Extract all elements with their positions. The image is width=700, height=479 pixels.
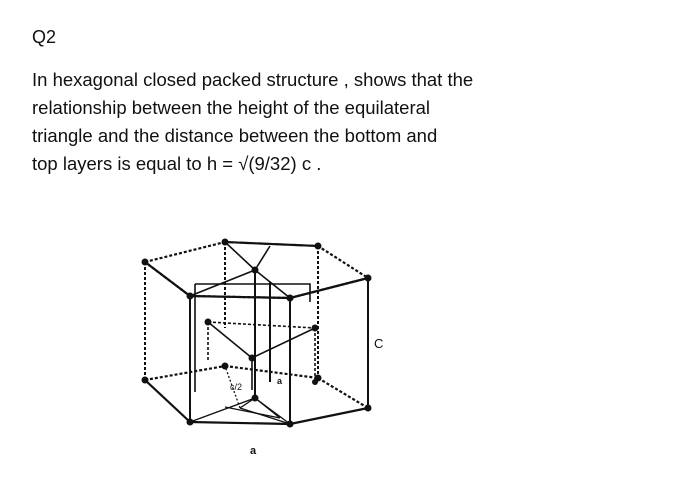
- question-number: Q2: [32, 27, 57, 47]
- hcp-unit-cell-figure: [130, 232, 400, 464]
- top-triangle: [190, 242, 290, 298]
- question-line-2: relationship between the height of the equilateral: [32, 97, 431, 118]
- question-line-3: triangle and the distance between the bottom and: [32, 125, 438, 146]
- atoms: [142, 239, 372, 428]
- question-text: [32, 66, 682, 178]
- label-a-bottom: a: [250, 445, 257, 457]
- question-line-4: top layers is equal to h = √(9/32) c .: [32, 153, 322, 174]
- label-c: C: [374, 336, 384, 351]
- question-line-1: In hexagonal closed packed structure , shows that the: [32, 69, 474, 90]
- bottom-construction: [190, 366, 290, 424]
- hcp-diagram: [130, 232, 400, 464]
- label-c-half: c/2: [230, 382, 243, 392]
- label-a-inner: a: [277, 376, 283, 386]
